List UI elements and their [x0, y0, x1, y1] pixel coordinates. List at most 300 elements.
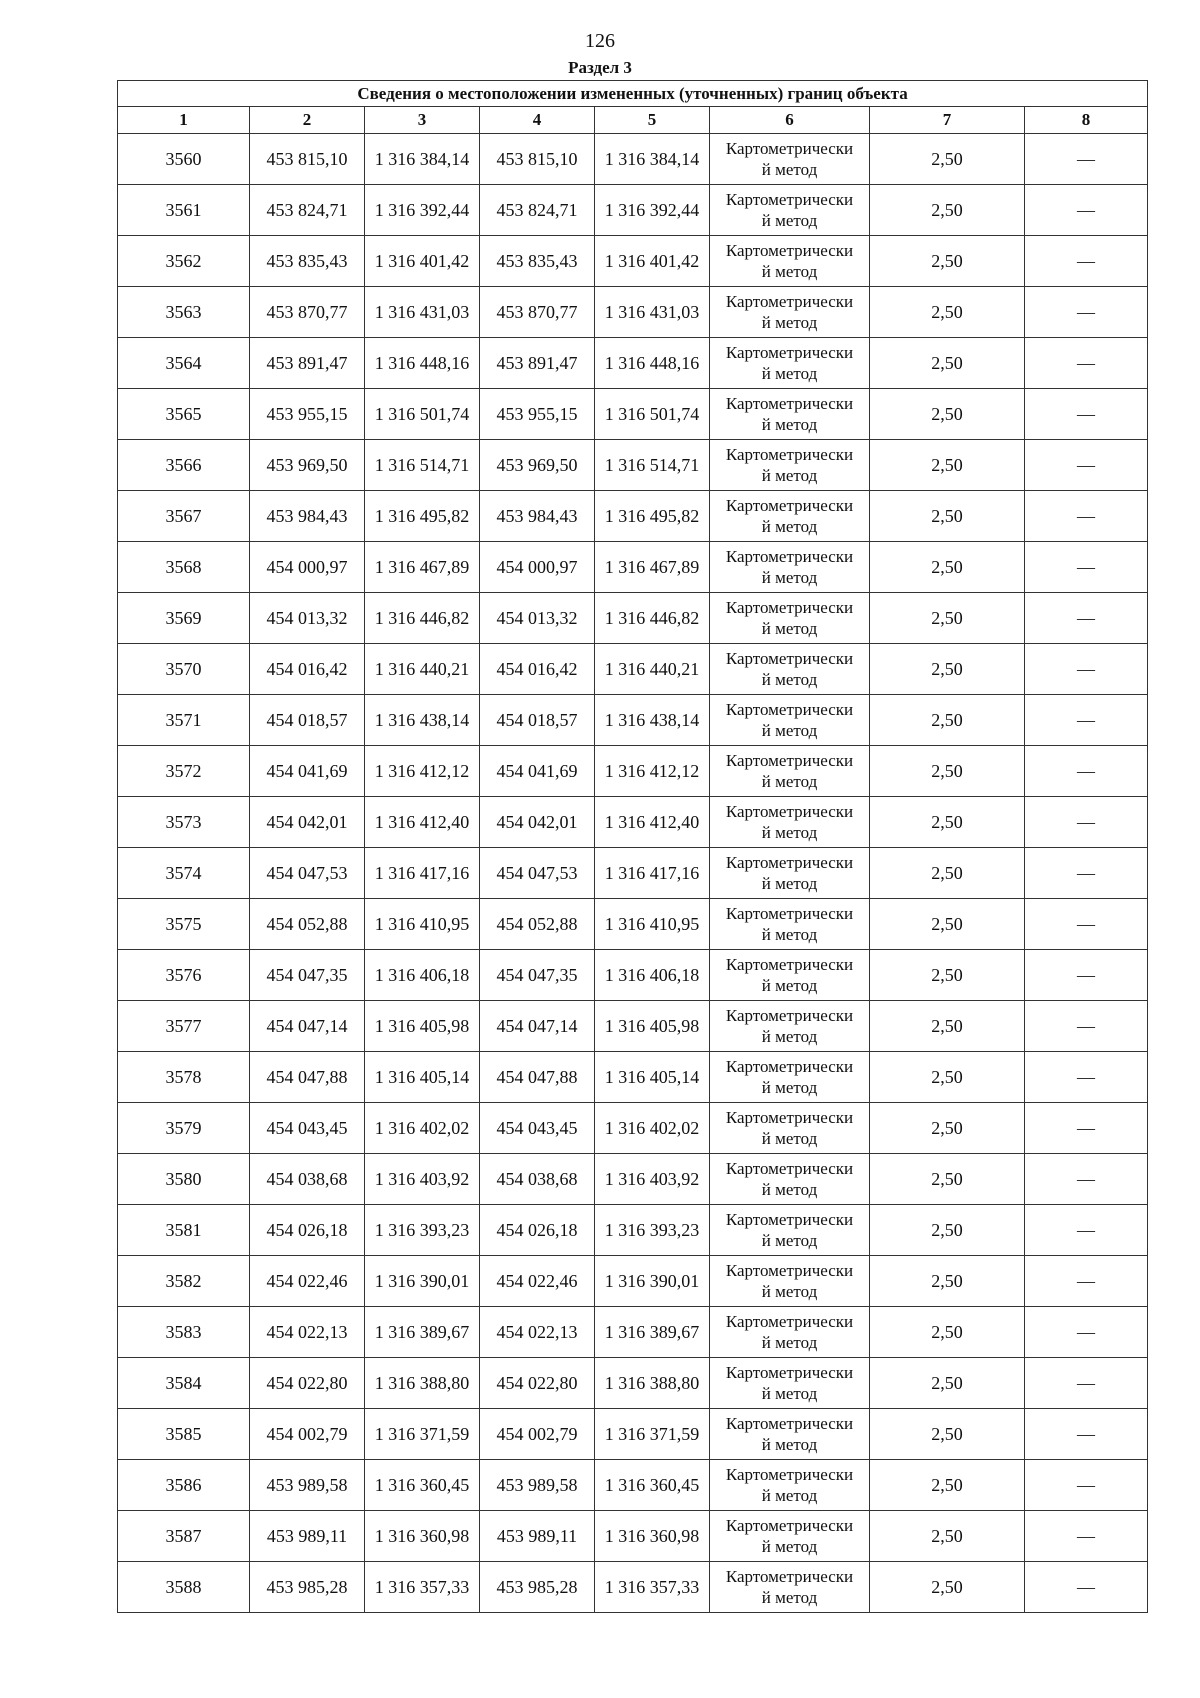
accuracy-value: 2,50: [870, 542, 1025, 593]
y-coordinate-new: 1 316 360,45: [595, 1460, 710, 1511]
point-number: 3571: [118, 695, 250, 746]
table-row: [118, 746, 1148, 797]
accuracy-value: 2,50: [870, 1409, 1025, 1460]
x-coordinate: 453 835,43: [250, 236, 365, 287]
accuracy-value: 2,50: [870, 1307, 1025, 1358]
point-number: 3569: [118, 593, 250, 644]
method-text-line2: й метод: [761, 211, 818, 230]
point-number: 3564: [118, 338, 250, 389]
x-coordinate-new: 454 047,53: [480, 848, 595, 899]
y-coordinate-new: 1 316 393,23: [595, 1205, 710, 1256]
x-coordinate: 453 815,10: [250, 134, 365, 185]
method-cell: [710, 338, 870, 389]
column-header: 5: [595, 107, 710, 134]
point-number: 3572: [118, 746, 250, 797]
column-header: 1: [118, 107, 250, 134]
table-row: [118, 389, 1148, 440]
description-dash: —: [1025, 1409, 1148, 1460]
accuracy-value: 2,50: [870, 1256, 1025, 1307]
point-number: 3574: [118, 848, 250, 899]
y-coordinate: 1 316 438,14: [365, 695, 480, 746]
description-dash: —: [1025, 593, 1148, 644]
x-coordinate-new: 454 041,69: [480, 746, 595, 797]
method-text-line2: й метод: [761, 1282, 818, 1301]
x-coordinate: 453 984,43: [250, 491, 365, 542]
table-row: [118, 1562, 1148, 1613]
point-number: 3560: [118, 134, 250, 185]
method-cell: [710, 1562, 870, 1613]
method-text-line2: й метод: [761, 721, 818, 740]
y-coordinate-new: 1 316 405,14: [595, 1052, 710, 1103]
accuracy-value: 2,50: [870, 1205, 1025, 1256]
method-text-line1: Картометрически: [725, 496, 854, 515]
y-coordinate-new: 1 316 438,14: [595, 695, 710, 746]
description-dash: —: [1025, 1154, 1148, 1205]
x-coordinate: 454 016,42: [250, 644, 365, 695]
table-row: [118, 1358, 1148, 1409]
y-coordinate-new: 1 316 514,71: [595, 440, 710, 491]
method-text-line1: Картометрически: [725, 700, 854, 719]
table-caption-row: [118, 81, 1148, 107]
method-text-line2: й метод: [761, 1537, 818, 1556]
point-number: 3566: [118, 440, 250, 491]
method-cell: [710, 1205, 870, 1256]
coordinates-table: [117, 80, 1148, 1613]
x-coordinate-new: 453 891,47: [480, 338, 595, 389]
table-row: [118, 287, 1148, 338]
y-coordinate-new: 1 316 467,89: [595, 542, 710, 593]
y-coordinate: 1 316 360,98: [365, 1511, 480, 1562]
method-cell: [710, 1001, 870, 1052]
method-text-line2: й метод: [761, 670, 818, 689]
method-text-line2: й метод: [761, 925, 818, 944]
y-coordinate-new: 1 316 389,67: [595, 1307, 710, 1358]
y-coordinate-new: 1 316 406,18: [595, 950, 710, 1001]
x-coordinate: 454 047,35: [250, 950, 365, 1001]
x-coordinate-new: 454 002,79: [480, 1409, 595, 1460]
method-cell: [710, 1511, 870, 1562]
y-coordinate-new: 1 316 412,40: [595, 797, 710, 848]
point-number: 3580: [118, 1154, 250, 1205]
x-coordinate: 453 870,77: [250, 287, 365, 338]
y-coordinate: 1 316 390,01: [365, 1256, 480, 1307]
table-row: [118, 593, 1148, 644]
x-coordinate-new: 453 989,58: [480, 1460, 595, 1511]
method-text-line2: й метод: [761, 313, 818, 332]
description-dash: —: [1025, 1358, 1148, 1409]
accuracy-value: 2,50: [870, 134, 1025, 185]
x-coordinate-new: 453 984,43: [480, 491, 595, 542]
x-coordinate-new: 454 022,13: [480, 1307, 595, 1358]
x-coordinate: 454 047,14: [250, 1001, 365, 1052]
point-number: 3586: [118, 1460, 250, 1511]
y-coordinate: 1 316 406,18: [365, 950, 480, 1001]
description-dash: —: [1025, 1001, 1148, 1052]
method-cell: [710, 1154, 870, 1205]
method-text-line1: Картометрически: [725, 1567, 854, 1586]
column-header: 6: [710, 107, 870, 134]
y-coordinate: 1 316 401,42: [365, 236, 480, 287]
y-coordinate-new: 1 316 501,74: [595, 389, 710, 440]
table-row: [118, 1052, 1148, 1103]
accuracy-value: 2,50: [870, 950, 1025, 1001]
description-dash: —: [1025, 1205, 1148, 1256]
accuracy-value: 2,50: [870, 1052, 1025, 1103]
y-coordinate: 1 316 405,98: [365, 1001, 480, 1052]
method-text-line2: й метод: [761, 619, 818, 638]
method-cell: [710, 1256, 870, 1307]
method-cell: [710, 134, 870, 185]
accuracy-value: 2,50: [870, 1103, 1025, 1154]
method-text-line2: й метод: [761, 160, 818, 179]
description-dash: —: [1025, 899, 1148, 950]
method-text-line2: й метод: [761, 1486, 818, 1505]
table-row: [118, 491, 1148, 542]
accuracy-value: 2,50: [870, 1511, 1025, 1562]
y-coordinate: 1 316 410,95: [365, 899, 480, 950]
y-coordinate-new: 1 316 448,16: [595, 338, 710, 389]
method-text-line2: й метод: [761, 1231, 818, 1250]
description-dash: —: [1025, 1052, 1148, 1103]
method-text-line1: Картометрически: [725, 445, 854, 464]
x-coordinate: 454 022,80: [250, 1358, 365, 1409]
accuracy-value: 2,50: [870, 695, 1025, 746]
table-row: [118, 695, 1148, 746]
y-coordinate: 1 316 446,82: [365, 593, 480, 644]
method-cell: [710, 440, 870, 491]
method-text-line1: Картометрически: [725, 1414, 854, 1433]
table-row: [118, 338, 1148, 389]
method-text-line1: Картометрически: [725, 292, 854, 311]
x-coordinate: 454 026,18: [250, 1205, 365, 1256]
y-coordinate: 1 316 392,44: [365, 185, 480, 236]
x-coordinate: 453 969,50: [250, 440, 365, 491]
column-header: 4: [480, 107, 595, 134]
y-coordinate-new: 1 316 388,80: [595, 1358, 710, 1409]
description-dash: —: [1025, 542, 1148, 593]
table-row: [118, 1256, 1148, 1307]
method-text-line1: Картометрически: [725, 751, 854, 770]
x-coordinate: 454 052,88: [250, 899, 365, 950]
y-coordinate: 1 316 440,21: [365, 644, 480, 695]
point-number: 3567: [118, 491, 250, 542]
method-text-line1: Картометрически: [725, 649, 854, 668]
x-coordinate-new: 454 047,35: [480, 950, 595, 1001]
method-text-line1: Картометрически: [725, 904, 854, 923]
accuracy-value: 2,50: [870, 1154, 1025, 1205]
method-cell: [710, 593, 870, 644]
table-row: [118, 644, 1148, 695]
x-coordinate: 453 955,15: [250, 389, 365, 440]
y-coordinate-new: 1 316 412,12: [595, 746, 710, 797]
method-text-line1: Картометрически: [725, 598, 854, 617]
table-row: [118, 236, 1148, 287]
point-number: 3576: [118, 950, 250, 1001]
y-coordinate: 1 316 467,89: [365, 542, 480, 593]
y-coordinate-new: 1 316 405,98: [595, 1001, 710, 1052]
method-cell: [710, 1460, 870, 1511]
y-coordinate: 1 316 389,67: [365, 1307, 480, 1358]
description-dash: —: [1025, 644, 1148, 695]
table-row: [118, 1409, 1148, 1460]
y-coordinate: 1 316 417,16: [365, 848, 480, 899]
method-text-line1: Картометрически: [725, 1210, 854, 1229]
method-cell: [710, 797, 870, 848]
accuracy-value: 2,50: [870, 185, 1025, 236]
point-number: 3575: [118, 899, 250, 950]
y-coordinate-new: 1 316 431,03: [595, 287, 710, 338]
accuracy-value: 2,50: [870, 593, 1025, 644]
x-coordinate-new: 454 043,45: [480, 1103, 595, 1154]
description-dash: —: [1025, 134, 1148, 185]
method-text-line1: Картометрически: [725, 853, 854, 872]
x-coordinate: 454 047,88: [250, 1052, 365, 1103]
method-text-line2: й метод: [761, 1333, 818, 1352]
method-text-line1: Картометрически: [725, 1108, 854, 1127]
method-cell: [710, 899, 870, 950]
page-number: 126: [585, 30, 615, 52]
y-coordinate: 1 316 403,92: [365, 1154, 480, 1205]
point-number: 3568: [118, 542, 250, 593]
method-text-line2: й метод: [761, 1129, 818, 1148]
method-cell: [710, 236, 870, 287]
table-row: [118, 1205, 1148, 1256]
method-cell: [710, 287, 870, 338]
accuracy-value: 2,50: [870, 338, 1025, 389]
y-coordinate-new: 1 316 384,14: [595, 134, 710, 185]
method-cell: [710, 542, 870, 593]
x-coordinate: 454 000,97: [250, 542, 365, 593]
description-dash: —: [1025, 185, 1148, 236]
method-text-line2: й метод: [761, 1180, 818, 1199]
method-text-line1: Картометрически: [725, 1312, 854, 1331]
x-coordinate-new: 453 985,28: [480, 1562, 595, 1613]
point-number: 3584: [118, 1358, 250, 1409]
x-coordinate: 454 018,57: [250, 695, 365, 746]
x-coordinate-new: 453 815,10: [480, 134, 595, 185]
x-coordinate: 454 002,79: [250, 1409, 365, 1460]
table-row: [118, 542, 1148, 593]
y-coordinate-new: 1 316 403,92: [595, 1154, 710, 1205]
x-coordinate: 453 891,47: [250, 338, 365, 389]
y-coordinate-new: 1 316 446,82: [595, 593, 710, 644]
accuracy-value: 2,50: [870, 1460, 1025, 1511]
accuracy-value: 2,50: [870, 236, 1025, 287]
point-number: 3561: [118, 185, 250, 236]
point-number: 3588: [118, 1562, 250, 1613]
description-dash: —: [1025, 1511, 1148, 1562]
table-row: [118, 1154, 1148, 1205]
y-coordinate: 1 316 405,14: [365, 1052, 480, 1103]
method-text-line1: Картометрически: [725, 190, 854, 209]
method-text-line2: й метод: [761, 772, 818, 791]
method-text-line2: й метод: [761, 364, 818, 383]
method-cell: [710, 1307, 870, 1358]
description-dash: —: [1025, 746, 1148, 797]
accuracy-value: 2,50: [870, 746, 1025, 797]
x-coordinate-new: 453 824,71: [480, 185, 595, 236]
x-coordinate-new: 453 835,43: [480, 236, 595, 287]
method-cell: [710, 1103, 870, 1154]
y-coordinate: 1 316 412,12: [365, 746, 480, 797]
method-text-line2: й метод: [761, 976, 818, 995]
accuracy-value: 2,50: [870, 1358, 1025, 1409]
method-text-line2: й метод: [761, 1435, 818, 1454]
table-row: [118, 1001, 1148, 1052]
description-dash: —: [1025, 950, 1148, 1001]
x-coordinate-new: 453 969,50: [480, 440, 595, 491]
x-coordinate: 453 985,28: [250, 1562, 365, 1613]
column-header: 8: [1025, 107, 1148, 134]
x-coordinate: 453 989,11: [250, 1511, 365, 1562]
method-text-line2: й метод: [761, 415, 818, 434]
accuracy-value: 2,50: [870, 848, 1025, 899]
description-dash: —: [1025, 491, 1148, 542]
accuracy-value: 2,50: [870, 1562, 1025, 1613]
method-text-line1: Картометрически: [725, 241, 854, 260]
column-header: 2: [250, 107, 365, 134]
column-header: 3: [365, 107, 480, 134]
method-text-line2: й метод: [761, 466, 818, 485]
description-dash: —: [1025, 338, 1148, 389]
y-coordinate-new: 1 316 402,02: [595, 1103, 710, 1154]
x-coordinate-new: 453 989,11: [480, 1511, 595, 1562]
method-text-line1: Картометрически: [725, 1159, 854, 1178]
method-text-line2: й метод: [761, 1384, 818, 1403]
x-coordinate-new: 454 016,42: [480, 644, 595, 695]
accuracy-value: 2,50: [870, 491, 1025, 542]
table-row: [118, 1460, 1148, 1511]
method-text-line1: Картометрически: [725, 1261, 854, 1280]
description-dash: —: [1025, 1562, 1148, 1613]
y-coordinate: 1 316 501,74: [365, 389, 480, 440]
method-text-line2: й метод: [761, 1078, 818, 1097]
method-text-line1: Картометрически: [725, 1363, 854, 1382]
point-number: 3581: [118, 1205, 250, 1256]
description-dash: —: [1025, 1256, 1148, 1307]
description-dash: —: [1025, 236, 1148, 287]
y-coordinate-new: 1 316 495,82: [595, 491, 710, 542]
column-header: 7: [870, 107, 1025, 134]
y-coordinate: 1 316 431,03: [365, 287, 480, 338]
x-coordinate-new: 454 018,57: [480, 695, 595, 746]
description-dash: —: [1025, 695, 1148, 746]
method-cell: [710, 185, 870, 236]
point-number: 3585: [118, 1409, 250, 1460]
description-dash: —: [1025, 1103, 1148, 1154]
y-coordinate-new: 1 316 360,98: [595, 1511, 710, 1562]
x-coordinate-new: 454 013,32: [480, 593, 595, 644]
y-coordinate: 1 316 402,02: [365, 1103, 480, 1154]
method-cell: [710, 746, 870, 797]
method-text-line2: й метод: [761, 823, 818, 842]
accuracy-value: 2,50: [870, 644, 1025, 695]
y-coordinate-new: 1 316 410,95: [595, 899, 710, 950]
method-text-line2: й метод: [761, 1027, 818, 1046]
y-coordinate: 1 316 412,40: [365, 797, 480, 848]
x-coordinate: 454 022,13: [250, 1307, 365, 1358]
method-text-line1: Картометрически: [725, 955, 854, 974]
description-dash: —: [1025, 797, 1148, 848]
y-coordinate-new: 1 316 371,59: [595, 1409, 710, 1460]
x-coordinate: 454 043,45: [250, 1103, 365, 1154]
point-number: 3563: [118, 287, 250, 338]
accuracy-value: 2,50: [870, 797, 1025, 848]
table-row: [118, 1103, 1148, 1154]
y-coordinate: 1 316 384,14: [365, 134, 480, 185]
table-row: [118, 1307, 1148, 1358]
y-coordinate-new: 1 316 392,44: [595, 185, 710, 236]
description-dash: —: [1025, 848, 1148, 899]
point-number: 3582: [118, 1256, 250, 1307]
method-cell: [710, 1409, 870, 1460]
table-row: [118, 1511, 1148, 1562]
x-coordinate-new: 454 047,14: [480, 1001, 595, 1052]
y-coordinate: 1 316 371,59: [365, 1409, 480, 1460]
method-cell: [710, 644, 870, 695]
x-coordinate: 454 042,01: [250, 797, 365, 848]
description-dash: —: [1025, 440, 1148, 491]
method-cell: [710, 950, 870, 1001]
x-coordinate-new: 454 026,18: [480, 1205, 595, 1256]
x-coordinate-new: 454 022,46: [480, 1256, 595, 1307]
method-text-line1: Картометрически: [725, 547, 854, 566]
method-cell: [710, 389, 870, 440]
y-coordinate-new: 1 316 390,01: [595, 1256, 710, 1307]
x-coordinate: 454 047,53: [250, 848, 365, 899]
x-coordinate-new: 453 955,15: [480, 389, 595, 440]
method-text-line1: Картометрически: [725, 139, 854, 158]
point-number: 3579: [118, 1103, 250, 1154]
method-text-line1: Картометрически: [725, 1465, 854, 1484]
method-text-line2: й метод: [761, 568, 818, 587]
table-caption: Сведения о местоположении измененных (уточненных) границ объекта: [118, 81, 1148, 107]
accuracy-value: 2,50: [870, 1001, 1025, 1052]
x-coordinate-new: 454 022,80: [480, 1358, 595, 1409]
method-cell: [710, 695, 870, 746]
description-dash: —: [1025, 1307, 1148, 1358]
method-text-line1: Картометрически: [725, 1516, 854, 1535]
point-number: 3570: [118, 644, 250, 695]
x-coordinate-new: 454 000,97: [480, 542, 595, 593]
x-coordinate: 454 013,32: [250, 593, 365, 644]
table-row: [118, 848, 1148, 899]
y-coordinate: 1 316 360,45: [365, 1460, 480, 1511]
method-cell: [710, 848, 870, 899]
method-cell: [710, 491, 870, 542]
y-coordinate-new: 1 316 417,16: [595, 848, 710, 899]
y-coordinate: 1 316 514,71: [365, 440, 480, 491]
point-number: 3573: [118, 797, 250, 848]
accuracy-value: 2,50: [870, 440, 1025, 491]
method-cell: [710, 1358, 870, 1409]
description-dash: —: [1025, 389, 1148, 440]
table-row: [118, 185, 1148, 236]
method-text-line1: Картометрически: [725, 1057, 854, 1076]
x-coordinate-new: 454 052,88: [480, 899, 595, 950]
x-coordinate: 453 824,71: [250, 185, 365, 236]
x-coordinate: 454 038,68: [250, 1154, 365, 1205]
x-coordinate: 453 989,58: [250, 1460, 365, 1511]
x-coordinate-new: 454 042,01: [480, 797, 595, 848]
method-text-line1: Картометрически: [725, 394, 854, 413]
description-dash: —: [1025, 287, 1148, 338]
y-coordinate: 1 316 495,82: [365, 491, 480, 542]
y-coordinate-new: 1 316 401,42: [595, 236, 710, 287]
point-number: 3583: [118, 1307, 250, 1358]
y-coordinate-new: 1 316 440,21: [595, 644, 710, 695]
x-coordinate: 454 041,69: [250, 746, 365, 797]
